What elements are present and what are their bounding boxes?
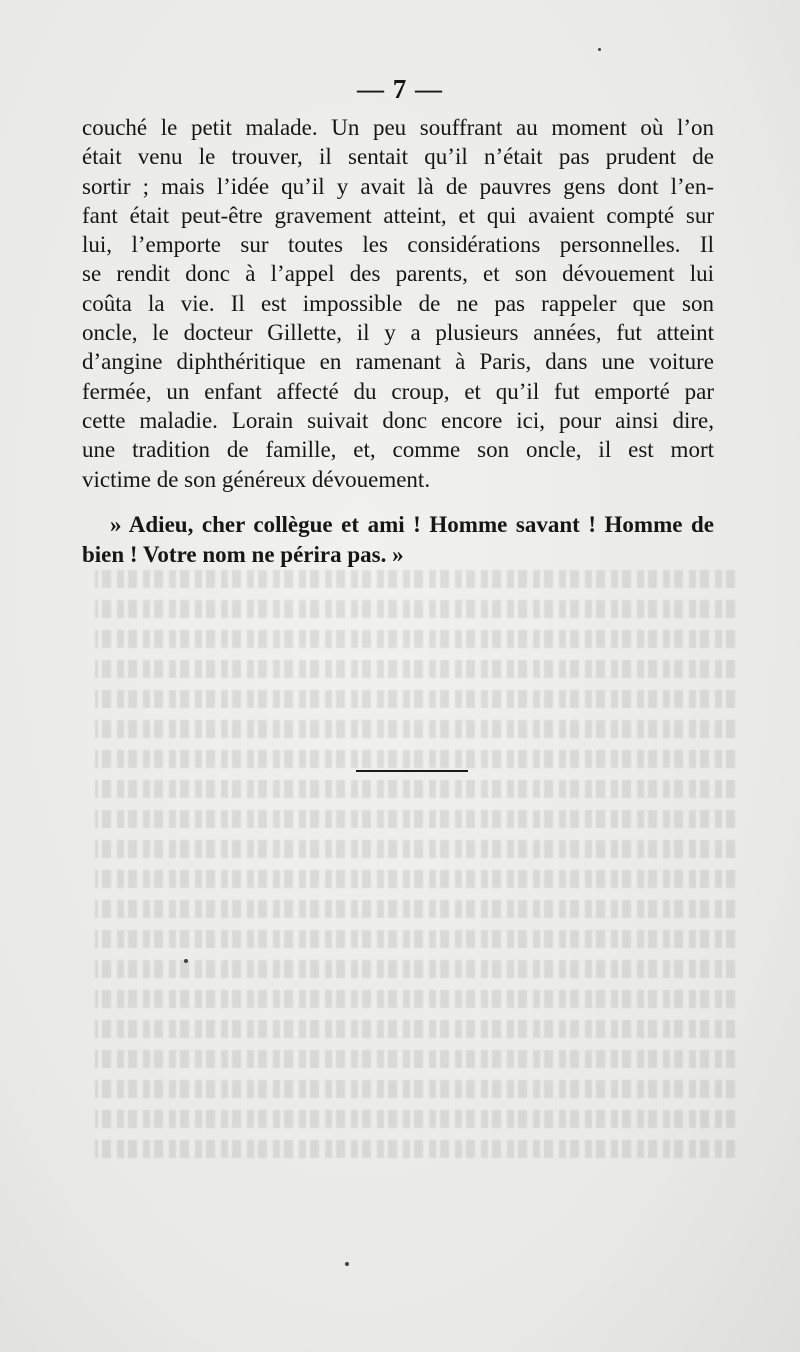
text-line: sortir ; mais l’idée qu’il y avait là de pauvres gens dont l’en- <box>82 173 714 199</box>
text-line: oncle, le docteur Gillette, il y a plusieurs années, fut atteint <box>82 320 714 346</box>
text-line: cette maladie. Lorain suivait donc encore ici, pour ainsi dire, <box>82 407 714 433</box>
paragraph-main <box>82 113 714 494</box>
text-line: fermée, un enfant affecté du croup, et qu’il fut emporté par <box>82 378 714 404</box>
text-line: d’angine diphthéritique en ramenant à Paris, dans une voiture <box>82 349 714 375</box>
text-line: » Adieu, cher collègue et ami ! Homme savant ! Homme de <box>110 512 714 537</box>
ink-speck <box>184 959 188 963</box>
text-line: coûta la vie. Il est impossible de ne pas rappeler que son <box>82 290 714 316</box>
ink-speck <box>345 1262 349 1266</box>
text-line: une tradition de famille, et, comme son oncle, il est mort <box>82 437 714 463</box>
text-line: couché le petit malade. Un peu souffrant au moment où l’on <box>82 115 714 140</box>
text-line: lui, l’emporte sur toutes les considérations personnelles. Il <box>82 232 714 258</box>
bleed-through-text <box>95 570 735 1210</box>
section-divider <box>356 770 468 772</box>
text-line: était venu le trouver, il sentait qu’il n’était pas prudent de <box>82 144 714 170</box>
ink-speck <box>598 48 601 51</box>
page-number: — 7 — <box>357 74 443 104</box>
text-line: bien ! Votre nom ne périra pas. » <box>82 542 404 567</box>
text-line: fant était peut-être gravement atteint, et qui avaient compté sur <box>82 202 714 228</box>
text-line: se rendit donc à l’appel des parents, et son dévouement lui <box>82 261 714 287</box>
text-line: victime de son généreux dévouement. <box>82 466 431 492</box>
paragraph-farewell <box>82 510 714 570</box>
